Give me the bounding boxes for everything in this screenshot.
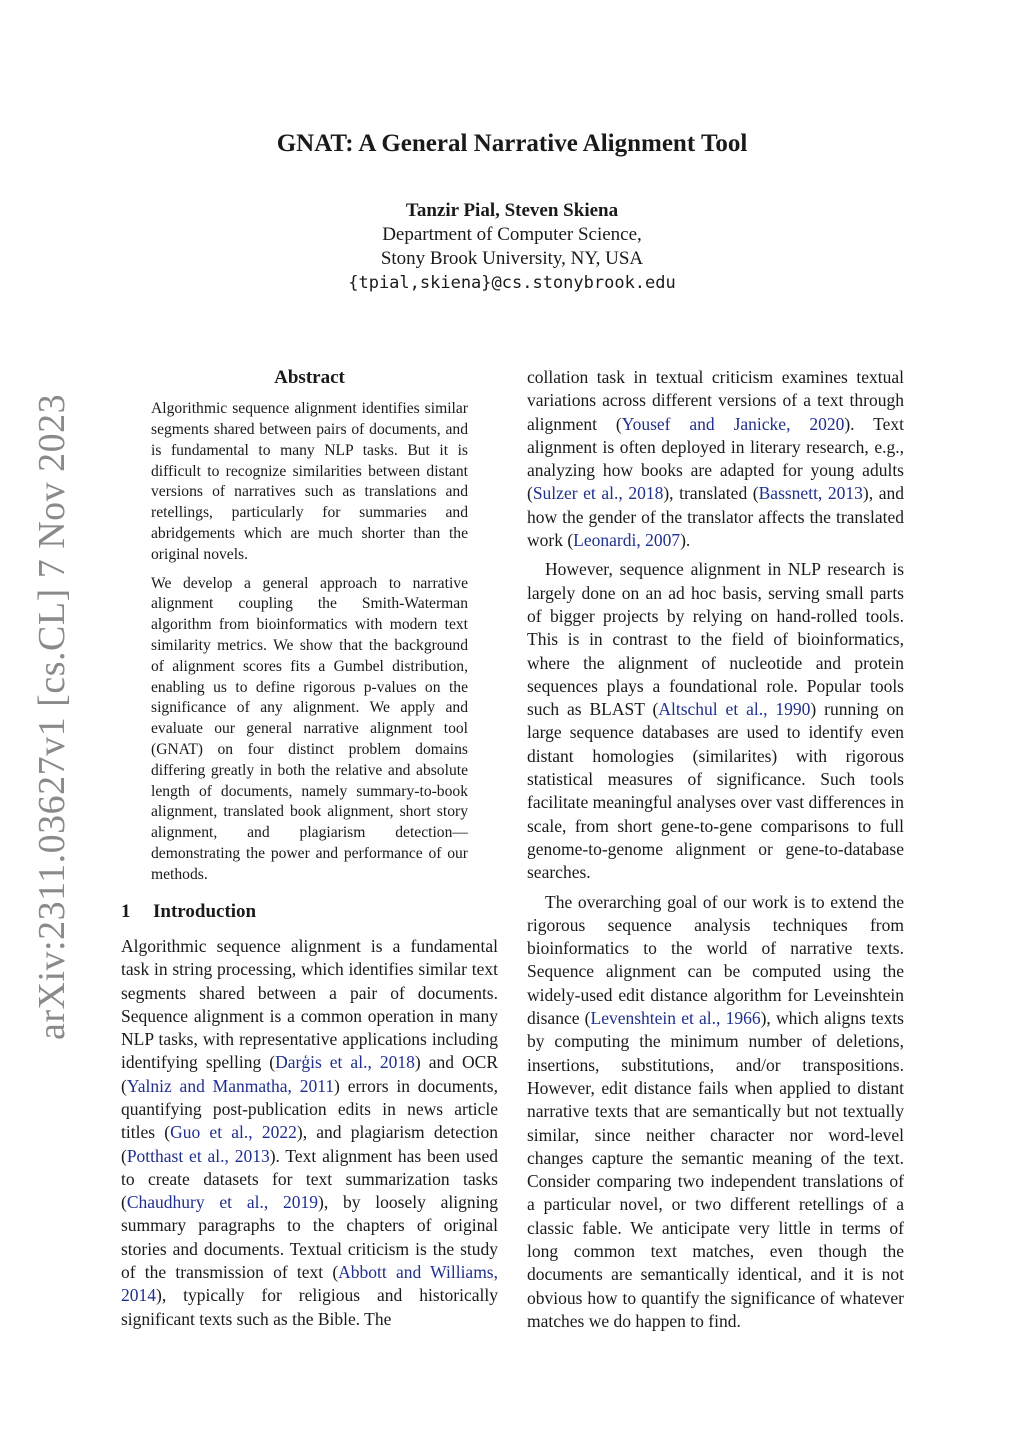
- text-run: collation task in textual criticism examines textual variations across different versions of a text through alignment (: [527, 367, 904, 434]
- section-number: 1: [121, 900, 131, 922]
- text-run: ), typically for religious and historically significant texts such as the Bible. The: [121, 1285, 498, 1329]
- citation-link[interactable]: Potthast et al., 2013: [126, 1145, 270, 1166]
- text-run: ), which aligns texts by computing the minimum number of deletions, insertions, substitutions, and/or transpositions. However, edit distance fails when applied to distant narrative texts that are semantically but not textually similar, since neither character nor word-level changes capture the semantic meaning of the text. Consider comparing two independent translations of a particular novel, or two different retellings of a classic fable. We anticipate very little in terms of long common text matches, even though the documents are semantically identical, and it is not obvious how to quantify the significance of whatever matches we do happen to find.: [527, 1008, 904, 1331]
- text-run: ), and how the gender of the translator affects the translated work (: [527, 483, 904, 551]
- left-column: [121, 366, 498, 1331]
- paper-title: GNAT: A General Narrative Alignment Tool: [276, 130, 748, 157]
- text-run: The overarching goal of our work is to extend the rigorous sequence analysis techniques from bioinformatics to the world of narrative texts. Sequence alignment can be computed using the widely-used edit distance algorithm for Leveinshtein disance (: [527, 891, 904, 1029]
- text-run: ), by loosely aligning summary paragraphs to the chapters of original stories and documents. Textual criticism is the study of the transmission of text (: [121, 1192, 498, 1283]
- citation-link[interactable]: Sulzer et al., 2018: [532, 483, 664, 504]
- abstract-body: [151, 399, 468, 885]
- abstract-paragraph-2: We develop a general approach to narrative alignment coupling the Smith-Waterman algorithm from bioinformatics with modern text similarity metrics. We show that the background of alignment scores fits a Gumbel distribution, enabling us to define rigorous p-values on the significance of any alignment. We apply and evaluate our general narrative alignment tool (GNAT) on four distinct problem domains differing greatly in both the relative and absolute length of documents, namely summary-to-book alignment, translated book alignment, short story alignment, and plagiarism detection—demonstrating the power and performance of our methods.: [151, 574, 468, 883]
- citation-link[interactable]: Yousef and Janicke, 2020: [621, 413, 845, 434]
- text-run: ). Text alignment is often deployed in literary research, e.g., analyzing how books are adapted for young adults (: [527, 413, 904, 504]
- citation-link[interactable]: Yalniz and Manmatha, 2011: [126, 1075, 335, 1096]
- abstract-paragraph-1: Algorithmic sequence alignment identifies similar segments shared between pairs of documents, and is fundamental to many NLP tasks. But it is difficult to recognize similarities between distant versions of narratives such as translations and retellings, particularly for summaries and abridgements which are much shorter than the original novels.: [151, 400, 468, 563]
- text-run: ), and plagiarism detection (: [121, 1122, 498, 1166]
- text-run: ) running on large sequence databases are used to identify even distant homologies (similarites) with rigorous statistical measures of significance. Such tools facilitate meaningful analyses over vast differences in scale, from short gene-to-gene comparisons to full genome-to-genome alignment or gene-to-database searches.: [527, 699, 905, 883]
- author-block: [0, 199, 1024, 295]
- text-run: ). Text alignment has been used to create datasets for text summarization tasks (: [121, 1145, 498, 1213]
- citation-link[interactable]: Chaudhury et al., 2019: [126, 1192, 318, 1213]
- citation-link[interactable]: Guo et al., 2022: [170, 1122, 297, 1143]
- author-email: {tpial,skiena}@cs.stonybrook.edu: [348, 273, 676, 293]
- citation-link[interactable]: Altschul et al., 1990: [658, 699, 811, 720]
- intro-paragraph-1: [121, 935, 498, 1331]
- intro-paragraph-4: [527, 891, 904, 1334]
- author-department: Department of Computer Science,: [382, 224, 642, 245]
- text-run: ) and OCR (: [121, 1052, 498, 1096]
- text-run: However, sequence alignment in NLP research is largely done on an ad hoc basis, serving small parts of bigger projects by relying on hand-rolled tools. This is in contrast to the field of bioinformatics, where the alignment of nucleotide and protein sequences plays a foundational role. Popular tools such as BLAST (: [527, 559, 904, 720]
- intro-paragraph-3: [527, 558, 904, 884]
- right-column: [527, 366, 904, 1333]
- section-title: Introduction: [153, 900, 257, 922]
- citation-link[interactable]: Darģis et al., 2018: [275, 1052, 415, 1073]
- text-run: ) errors in documents, quantifying post-publication edits in news article titles (: [121, 1075, 498, 1143]
- citation-link[interactable]: Levenshtein et al., 1966: [590, 1008, 761, 1029]
- author-university: Stony Brook University, NY, USA: [380, 248, 644, 269]
- text-run: ), translated (: [663, 483, 759, 504]
- arxiv-side-stamp: arXiv:2311.03627v1 [cs.CL] 7 Nov 2023: [31, 393, 73, 1040]
- text-run: ).: [680, 530, 691, 551]
- section-heading-introduction: [121, 900, 498, 923]
- citation-link[interactable]: Leonardi, 2007: [573, 530, 681, 551]
- citation-link[interactable]: Abbott and Williams, 2014: [121, 1262, 498, 1306]
- author-names: Tanzir Pial, Steven Skiena: [405, 200, 619, 221]
- text-run: Algorithmic sequence alignment is a fundamental task in string processing, which identifies similar text segments shared between a pair of documents. Sequence alignment is a common operation in many NLP tasks, with representative applications including identifying spelling (: [121, 935, 498, 1073]
- abstract-heading: Abstract: [274, 367, 345, 388]
- intro-paragraph-2: [527, 366, 904, 552]
- citation-link[interactable]: Bassnett, 2013: [758, 483, 863, 504]
